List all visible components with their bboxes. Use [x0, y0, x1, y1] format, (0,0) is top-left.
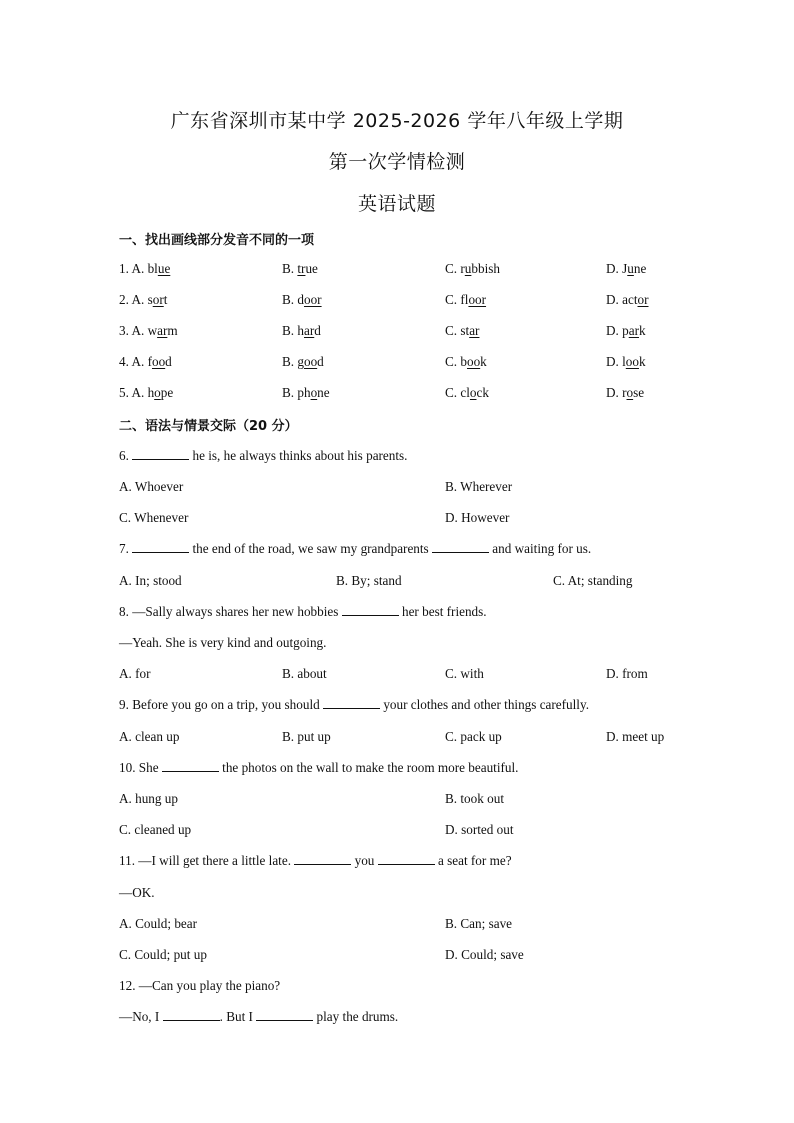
question-12-reply: —No, I . But I play the drums.	[119, 1009, 399, 1024]
underlined-letters: oo	[151, 354, 166, 369]
question-7-options	[0, 572, 794, 590]
option-b: B. put up	[282, 729, 331, 744]
question-10-options-row-1	[0, 790, 794, 808]
option-d: D. sorted out	[445, 822, 514, 837]
word-part: ph	[297, 385, 311, 400]
answer-blank	[323, 696, 380, 709]
word-part: m	[167, 323, 178, 338]
option-c	[445, 353, 487, 371]
underlined-letters: o	[310, 385, 318, 400]
word-part: k	[638, 323, 646, 338]
option-c	[445, 322, 479, 340]
question-10: 10. She the photos on the wall to make the room more beautiful.	[119, 760, 519, 775]
option-c: C. Whenever	[119, 510, 189, 525]
word-part: st	[460, 323, 470, 338]
option-b	[282, 384, 330, 402]
option-a	[119, 322, 178, 340]
word-part: r	[622, 385, 627, 400]
question-6-options-row-1	[0, 478, 794, 496]
exam-subtitle: 第一次学情检测	[328, 151, 466, 173]
question-8: 8. —Sally always shares her new hobbies her best friends.	[119, 604, 487, 619]
question-6-options-row-2	[0, 509, 794, 527]
option-a: A. hung up	[119, 791, 178, 806]
option-label: C.	[445, 292, 461, 307]
option-b: B. Can; save	[445, 916, 513, 931]
option-a: A. Whoever	[119, 479, 184, 494]
question-7: 7. the end of the road, we saw my grandparents and waiting for us.	[119, 541, 592, 556]
question-6: 6. he is, he always thinks about his parents.	[119, 448, 408, 463]
option-label: C.	[445, 354, 461, 369]
answer-blank	[294, 852, 351, 865]
word-part: bl	[147, 261, 158, 276]
option-d: D. from	[606, 666, 648, 681]
option-label: B.	[282, 354, 298, 369]
answer-blank	[342, 603, 399, 616]
underlined-letters: ar	[157, 323, 168, 338]
option-label: C.	[445, 385, 461, 400]
option-a	[119, 291, 167, 309]
underlined-letters: ar	[628, 323, 639, 338]
phonics-question-4	[0, 353, 794, 371]
option-b: B. about	[282, 666, 327, 681]
question-11-options-row-1	[0, 915, 794, 933]
option-label: B.	[282, 385, 298, 400]
option-a	[119, 384, 173, 402]
option-d: D. Could; save	[445, 947, 524, 962]
option-label: 3. A.	[119, 323, 148, 338]
option-b	[282, 322, 321, 340]
option-label: D.	[606, 385, 623, 400]
word-part: cl	[460, 385, 470, 400]
question-9-options	[0, 728, 794, 746]
section-1-heading: 一、找出画线部分发音不同的一项	[119, 233, 315, 248]
word-part: b	[460, 354, 467, 369]
word-part: se	[633, 385, 645, 400]
option-label: 5. A.	[119, 385, 148, 400]
underlined-letters: u	[627, 261, 634, 276]
word-part: d	[317, 354, 324, 369]
word-part: s	[147, 292, 153, 307]
option-label: B.	[282, 261, 298, 276]
option-d	[606, 384, 644, 402]
word-part: h	[147, 385, 155, 400]
underlined-letters: ar	[469, 323, 480, 338]
word-part: d	[297, 292, 304, 307]
word-part: ne	[317, 385, 330, 400]
word-part: h	[297, 323, 304, 338]
underlined-letters: oo	[303, 354, 318, 369]
option-c	[445, 384, 489, 402]
option-label: B.	[282, 292, 298, 307]
underlined-letters: o	[154, 385, 161, 400]
option-b	[282, 353, 324, 371]
word-part: l	[622, 354, 626, 369]
option-a: A. In; stood	[119, 573, 182, 588]
word-part: g	[297, 354, 304, 369]
option-label: D.	[606, 261, 623, 276]
answer-blank	[132, 447, 189, 460]
word-part: r	[460, 261, 465, 276]
option-label: C.	[445, 261, 461, 276]
word-part: k	[638, 354, 646, 369]
option-d	[606, 353, 646, 371]
option-d: D. However	[445, 510, 510, 525]
option-c: C. Could; put up	[119, 947, 207, 962]
phonics-question-2	[0, 291, 794, 309]
option-label: 1. A.	[119, 261, 148, 276]
question-8-options	[0, 665, 794, 683]
option-label: 2. A.	[119, 292, 148, 307]
answer-blank	[163, 1008, 220, 1021]
word-part: k	[480, 354, 487, 369]
option-label: B.	[282, 323, 298, 338]
phonics-question-1	[0, 260, 794, 278]
option-b	[282, 291, 322, 309]
answer-blank	[162, 759, 219, 772]
word-part: fl	[460, 292, 469, 307]
option-b	[282, 260, 318, 278]
word-part: f	[147, 354, 152, 369]
underlined-letters: or	[637, 292, 649, 307]
option-a: A. for	[119, 666, 151, 681]
exam-title: 广东省深圳市某中学 2025-2026 学年八年级上学期	[170, 110, 624, 132]
underlined-letters: tr	[297, 261, 306, 276]
word-part: ck	[476, 385, 489, 400]
option-b: B. Wherever	[445, 479, 513, 494]
word-part: bbish	[471, 261, 500, 276]
option-c: C. At; standing	[553, 573, 633, 588]
option-label: 4. A.	[119, 354, 148, 369]
section-2-heading: 二、语法与情景交际（20 分）	[119, 419, 298, 434]
underlined-letters: o	[469, 385, 477, 400]
option-label: D.	[606, 323, 623, 338]
option-c: C. cleaned up	[119, 822, 192, 837]
word-part: p	[622, 323, 629, 338]
question-10-options-row-2	[0, 821, 794, 839]
question-11-options-row-2	[0, 946, 794, 964]
phonics-question-3	[0, 322, 794, 340]
option-c: C. with	[445, 666, 484, 681]
exam-subject: 英语试题	[357, 193, 436, 215]
word-part: J	[622, 261, 628, 276]
underlined-letters: oo	[625, 354, 639, 369]
question-12: 12. —Can you play the piano?	[119, 978, 281, 993]
underlined-letters: o	[626, 385, 634, 400]
underlined-letters: or	[152, 292, 164, 307]
underlined-letters: ue	[157, 261, 171, 276]
option-c	[445, 260, 500, 278]
option-label: D.	[606, 292, 623, 307]
word-part: t	[163, 292, 168, 307]
answer-blank	[378, 852, 435, 865]
option-d	[606, 260, 646, 278]
word-part: pe	[160, 385, 174, 400]
answer-blank	[432, 540, 489, 553]
word-part: d	[165, 354, 172, 369]
option-d: D. meet up	[606, 729, 665, 744]
question-9: 9. Before you go on a trip, you should your clothes and other things carefully.	[119, 697, 589, 712]
option-d	[606, 291, 649, 309]
underlined-letters: oo	[466, 354, 481, 369]
option-c: C. pack up	[445, 729, 502, 744]
option-a: A. clean up	[119, 729, 180, 744]
underlined-letters: u	[464, 261, 472, 276]
answer-blank	[256, 1008, 313, 1021]
option-a	[119, 260, 170, 278]
phonics-question-5	[0, 384, 794, 402]
word-part: ne	[633, 261, 647, 276]
option-d	[606, 322, 646, 340]
option-b: B. took out	[445, 791, 504, 806]
option-a	[119, 353, 172, 371]
word-part: d	[314, 323, 321, 338]
option-b: B. By; stand	[336, 573, 402, 588]
underlined-letters: ar	[303, 323, 315, 338]
underlined-letters: oor	[468, 292, 487, 307]
option-label: C.	[445, 323, 461, 338]
word-part: ue	[305, 261, 318, 276]
question-8-reply: —Yeah. She is very kind and outgoing.	[119, 635, 327, 650]
answer-blank	[132, 540, 189, 553]
option-a: A. Could; bear	[119, 916, 198, 931]
question-11: 11. —I will get there a little late. you a seat for me?	[119, 853, 512, 868]
option-label: D.	[606, 354, 623, 369]
option-c	[445, 291, 486, 309]
question-11-reply: —OK.	[119, 885, 155, 900]
underlined-letters: oor	[303, 292, 322, 307]
word-part: w	[147, 323, 158, 338]
word-part: act	[622, 292, 638, 307]
